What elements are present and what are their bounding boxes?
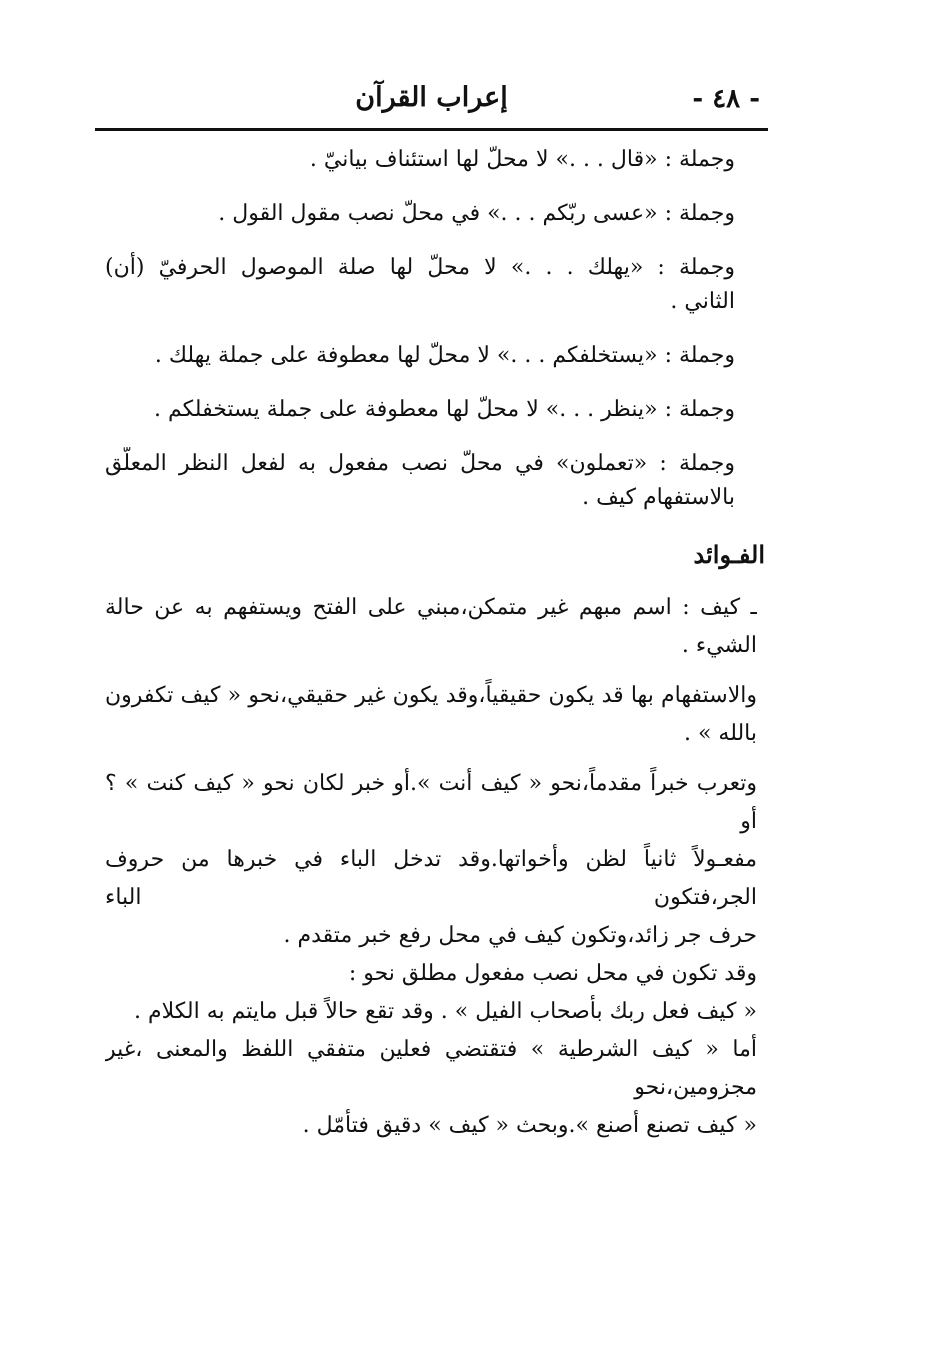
clause-line: الثاني . [670, 289, 735, 314]
paragraph-line: « كيف تصنع أصنع ».وبحث « كيف » دقيق فتأمّل . [302, 1113, 757, 1138]
paragraph-line: وقد تكون في محل نصب مفعول مطلق نحو : [348, 961, 757, 986]
clause-item [105, 143, 795, 177]
clause-line: بالاستفهام كيف . [582, 485, 735, 510]
paragraph-line: أما « كيف الشرطية » فتقتضي فعلين متفقي اللفظ والمعنى ،غير مجزومين،نحو [105, 1037, 757, 1100]
paragraph-line: بالله » . [683, 721, 757, 746]
book-title: إعراب القرآن [355, 82, 508, 113]
clause-item [105, 197, 795, 231]
clause-line: وجملة : «يهلك . . .» لا محلّ لها صلة الموصول الحرفيّ (أن) [105, 255, 735, 280]
clause-list [105, 143, 795, 515]
benefit-paragraph [105, 589, 795, 665]
paragraph-line: وتعرب خبراً مقدماً،نحو « كيف أنت ».أو خبر لكان نحو « كيف كنت » ؟ أو [105, 771, 757, 834]
paragraph-line: « كيف فعل ربك بأصحاب الفيل » . وقد تقع حالاً قبل مايتم به الكلام . [134, 999, 757, 1024]
page-header [95, 78, 768, 122]
clause-item [105, 447, 795, 515]
paragraph-line: والاستفهام بها قد يكون حقيقياً،وقد يكون غير حقيقي،نحو « كيف تكفرون [105, 683, 757, 708]
header-rule [95, 128, 768, 131]
clause-line: وجملة : «عسى ربّكم . . .» في محلّ نصب مقول القول . [218, 201, 735, 226]
page-number: - ٤٨ - [692, 84, 760, 114]
benefits-heading: الفـوائد [693, 540, 765, 569]
clause-line: وجملة : «يستخلفكم . . .» لا محلّ لها معطوفة على جملة يهلك . [154, 343, 735, 368]
paragraph-line: ـ كيف : اسم مبهم غير متمكن،مبني على الفتح ويستفهم به عن حالة [105, 595, 757, 620]
benefit-paragraph [105, 765, 795, 1145]
clause-item [105, 393, 795, 427]
page-content [105, 143, 795, 1145]
benefit-paragraph [105, 677, 795, 753]
clause-item [105, 251, 795, 319]
clause-line: وجملة : «قال . . .» لا محلّ لها استئناف بيانيّ . [309, 147, 735, 172]
benefits-section [105, 589, 795, 1145]
clause-item [105, 339, 795, 373]
paragraph-line: مفعـولاً ثانياً لظن وأخواتها.وقد تدخل الباء في خبرها من حروف الجر،فتكون الباء [105, 847, 757, 910]
paragraph-line: حرف جر زائد،وتكون كيف في محل رفع خبر متقدم . [283, 923, 757, 948]
paragraph-line: الشيء . [681, 633, 757, 658]
clause-line: وجملة : «تعملون» في محلّ نصب مفعول به لفعل النظر المعلّق [105, 451, 735, 476]
clause-line: وجملة : «ينظر . . .» لا محلّ لها معطوفة على جملة يستخفلكم . [154, 397, 735, 422]
